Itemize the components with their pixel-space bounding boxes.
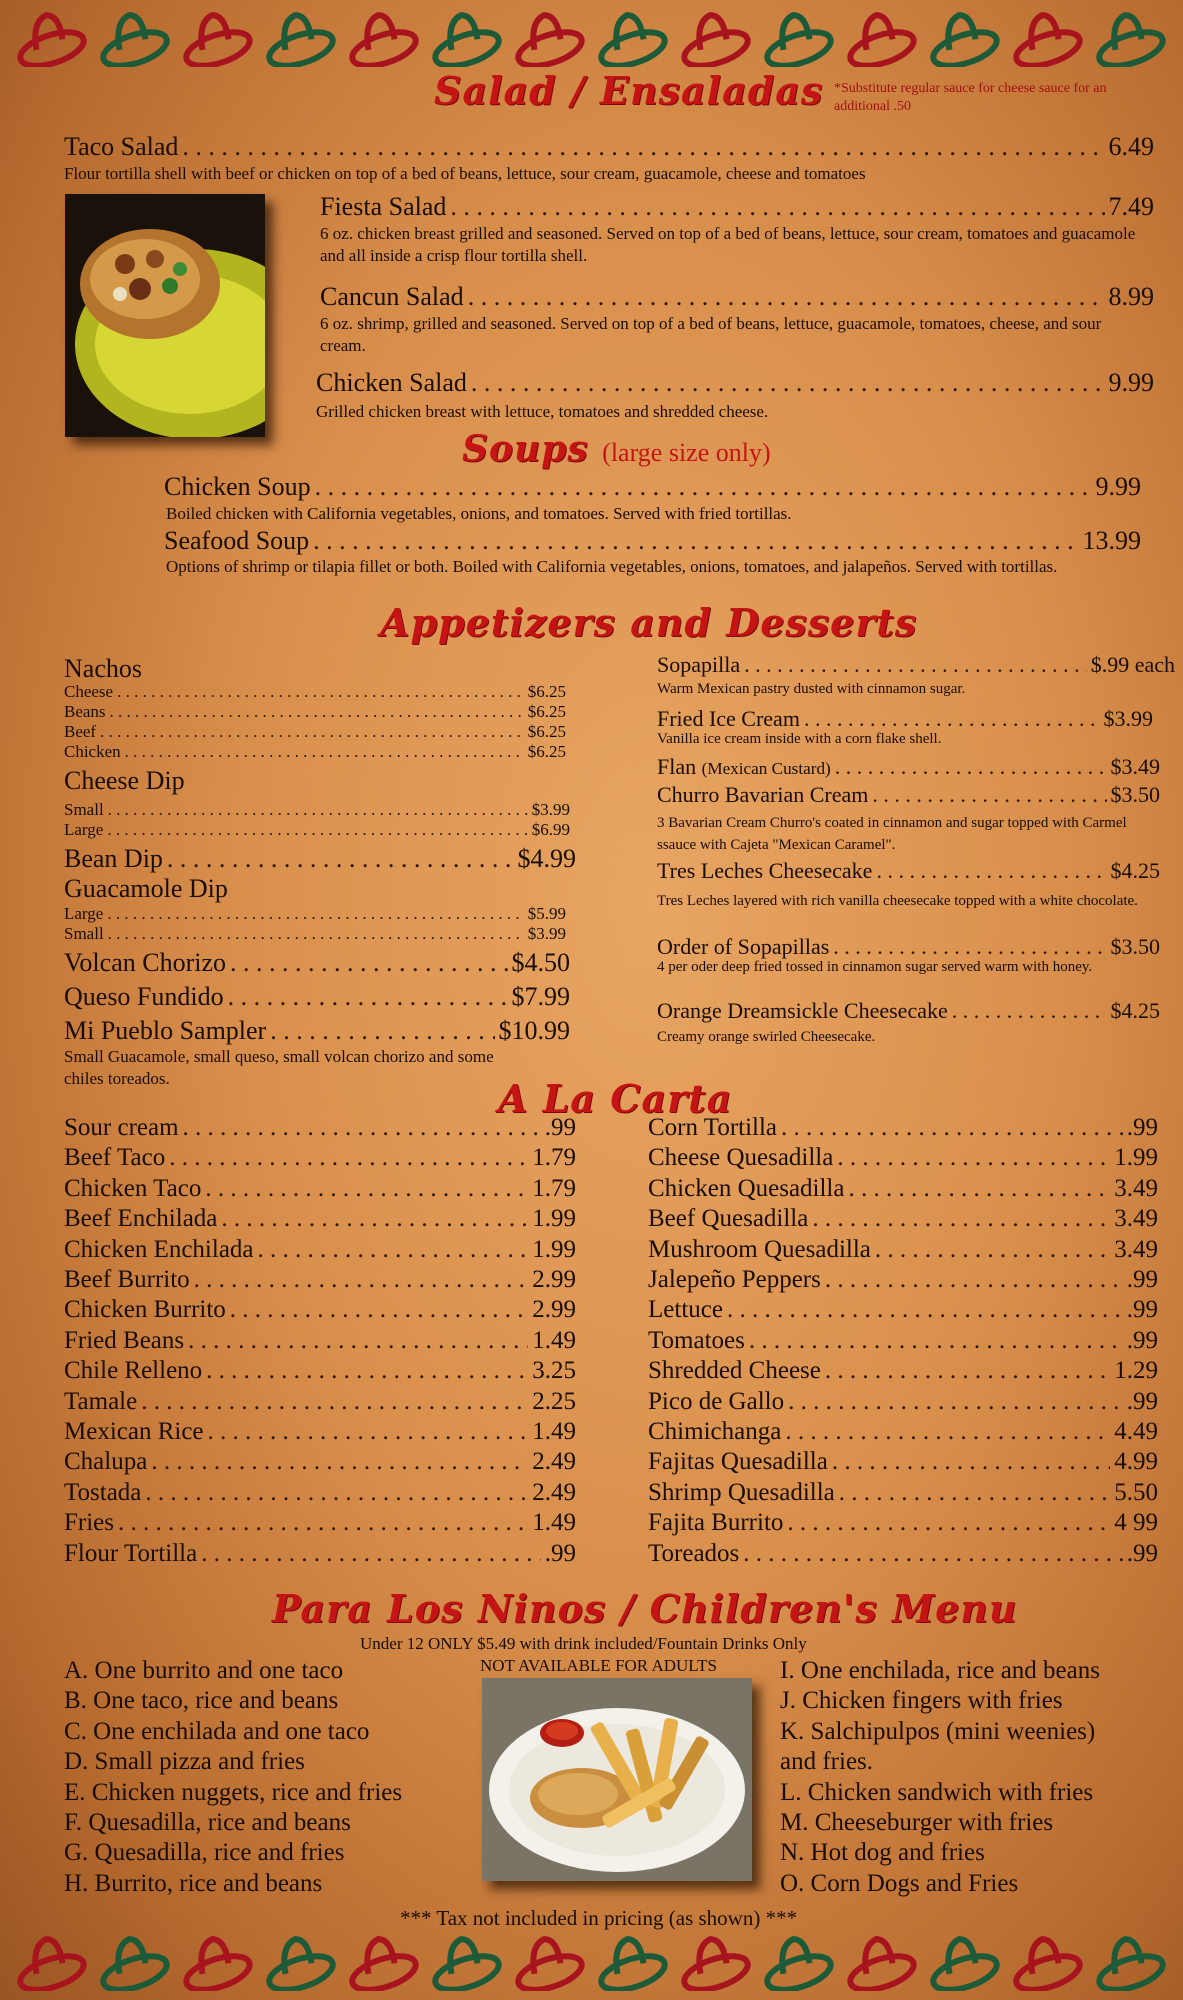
- dessert-orange-dreamsickle: Orange Dreamsickle Cheesecake . . . $4.25: [657, 998, 1160, 1024]
- carta-item: [64, 1114, 576, 1142]
- carta-item-name: Cheese Quesadilla: [648, 1144, 834, 1172]
- sombrero-icon: [598, 5, 668, 72]
- cancun-salad-desc: 6 oz. shrimp, grilled and seasoned. Served on top of a bed of beans, lettuce, guacamole, tomatoes, cheese, and sour cream.: [320, 314, 1102, 355]
- carta-item: [64, 1540, 576, 1568]
- sombrero-icon: [100, 1929, 170, 1996]
- carta-item-price: 4 99: [1114, 1509, 1158, 1537]
- carta-item: [648, 1357, 1158, 1385]
- carta-item-price: 4.49: [1114, 1418, 1158, 1445]
- sombrero-icon: [1013, 1929, 1083, 1996]
- carta-item-name: Beef Taco: [64, 1144, 166, 1172]
- sombrero-icon: [17, 1929, 87, 1996]
- kids-subtitle: Under 12 ONLY $5.49 with drink included/Fountain Drinks Only: [360, 1634, 807, 1653]
- nachos-title: Nachos: [64, 654, 142, 683]
- menu-item-volcan-chorizo: Volcan Chorizo . . . $4.50: [64, 948, 570, 978]
- carta-item: [64, 1296, 576, 1324]
- sombrero-icon: [266, 5, 336, 72]
- carta-item-name: Jalepeño Peppers: [648, 1266, 821, 1293]
- taco-salad-desc: Flour tortilla shell with beef or chicken on top of a bed of beans, lettuce, sour cream, guacamole, cheese and tomatoes: [64, 164, 866, 183]
- kids-menu-item: E. Chicken nuggets, rice and fries: [64, 1778, 403, 1806]
- carta-item-price: 2.99: [532, 1266, 576, 1293]
- kids-heading: Para Los Ninos / Children's Menu: [272, 1586, 1018, 1631]
- sombrero-icon: [1096, 1929, 1166, 1996]
- fried-ice-cream-desc: Vanilla ice cream inside with a corn flake shell.: [657, 731, 942, 747]
- nachos-cheese: Cheese . . . $6.25: [64, 682, 566, 702]
- carta-item-name: Chile Relleno: [64, 1357, 203, 1385]
- kids-menu-item: A. One burrito and one taco: [64, 1657, 344, 1684]
- sombrero-border-top: [0, 0, 1183, 76]
- carta-item: [648, 1266, 1158, 1294]
- carta-item-name: Lettuce: [648, 1296, 723, 1324]
- carta-item: [64, 1236, 576, 1264]
- carta-item: [648, 1540, 1158, 1568]
- carta-item-price: 1.49: [532, 1509, 576, 1537]
- nachos-beef: Beef . . . $6.25: [64, 722, 566, 742]
- carta-item: [64, 1479, 576, 1507]
- sombrero-icon: [681, 5, 751, 72]
- dessert-churro-bavarian: Churro Bavarian Cream . . . $3.50: [657, 782, 1160, 808]
- carta-item-name: Chicken Burrito: [64, 1296, 226, 1324]
- carta-item-name: Shrimp Quesadilla: [648, 1478, 835, 1506]
- nachos-chicken: Chicken . . . $6.25: [64, 742, 566, 762]
- menu-item-sampler: Mi Pueblo Sampler . . . $10.99: [64, 1016, 570, 1046]
- sombrero-icon: [764, 5, 834, 72]
- kids-menu-item: K. Salchipulpos (mini weenies): [780, 1717, 1096, 1745]
- sombrero-icon: [432, 5, 502, 72]
- sombrero-icon: [266, 1929, 336, 1996]
- soups-title: Soups: [462, 428, 589, 470]
- kids-menu-item: G. Quesadilla, rice and fries: [64, 1839, 345, 1867]
- chicken-soup-desc: Boiled chicken with California vegetables, onions, and tomatoes. Served with fried tortillas.: [166, 504, 792, 523]
- carta-item-price: 2.25: [532, 1387, 576, 1415]
- sombrero-icon: [930, 5, 1000, 72]
- cheese-dip-title: Cheese Dip: [64, 766, 185, 795]
- carta-item-name: Mushroom Quesadilla: [648, 1235, 871, 1263]
- carta-item: [648, 1114, 1158, 1142]
- carta-item-name: Sour cream: [64, 1114, 179, 1141]
- tres-leches-desc: Tres Leches layered with rich vanilla cheesecake topped with a white chocolate.: [657, 893, 1138, 909]
- carta-item-price: .99: [1126, 1266, 1158, 1293]
- carta-item-name: Fajita Burrito: [648, 1509, 784, 1537]
- kids-menu-item: I. One enchilada, rice and beans: [780, 1657, 1100, 1684]
- carta-item-price: .99: [1126, 1539, 1158, 1567]
- sombrero-icon: [17, 5, 87, 72]
- carta-item-price: 1.99: [532, 1205, 576, 1233]
- sombrero-icon: [764, 1929, 834, 1996]
- carta-item-price: 4.99: [1114, 1448, 1158, 1476]
- carta-item: [64, 1205, 576, 1233]
- dessert-order-sopapillas: Order of Sopapillas . . . $3.50: [657, 934, 1160, 960]
- kids-menu-item: F. Quesadilla, rice and beans: [64, 1809, 351, 1836]
- carta-item-name: Fajitas Quesadilla: [648, 1448, 828, 1476]
- kids-meal-photo: [482, 1678, 752, 1881]
- carta-item-name: Chimichanga: [648, 1418, 782, 1445]
- menu-item-chicken-salad: Chicken Salad . . . 9.99: [316, 368, 1154, 398]
- carta-item: [64, 1509, 576, 1537]
- carta-item-name: Corn Tortilla: [648, 1114, 778, 1141]
- carta-item-price: 2.49: [532, 1478, 576, 1506]
- kids-menu-item: N. Hot dog and fries: [780, 1839, 985, 1867]
- carta-item-price: .99: [1126, 1114, 1158, 1141]
- orange-dreamsickle-desc: Creamy orange swirled Cheesecake.: [657, 1029, 876, 1045]
- guacamole-dip-title: Guacamole Dip: [64, 874, 228, 903]
- sampler-desc: Small Guacamole, small queso, small volcan chorizo and some chiles toreados.: [64, 1047, 494, 1088]
- taco-salad-photo: [65, 194, 265, 437]
- sombrero-icon: [432, 1929, 502, 1996]
- carta-item-price: .99: [1126, 1296, 1158, 1324]
- kids-not-adults: NOT AVAILABLE FOR ADULTS: [480, 1656, 717, 1675]
- cheese-dip-small: Small . . . $3.99: [64, 800, 570, 820]
- carta-item: [64, 1327, 576, 1355]
- menu-item-bean-dip: Bean Dip . . . $4.99: [64, 844, 576, 874]
- carta-item-name: Fried Beans: [64, 1326, 185, 1354]
- kids-menu-item: M. Cheeseburger with fries: [780, 1809, 1054, 1836]
- menu-item-seafood-soup: Seafood Soup . . . 13.99: [164, 526, 1141, 556]
- carta-item: [64, 1144, 576, 1172]
- appetizers-heading: Appetizers and Desserts: [380, 600, 918, 645]
- kids-menu-item: D. Small pizza and fries: [64, 1748, 305, 1776]
- carta-item-name: Tamale: [64, 1387, 138, 1415]
- carta-item: [64, 1388, 576, 1416]
- fiesta-salad-desc: 6 oz. chicken breast grilled and seasoned. Served on top of a bed of beans, lettuce, sour cream, tomatoes and guacamole and all inside a crisp flour tortilla shell.: [320, 224, 1136, 265]
- carta-item-name: Flour Tortilla: [64, 1539, 198, 1567]
- carta-item-name: Beef Quesadilla: [648, 1205, 809, 1233]
- carta-item-price: 2.99: [532, 1296, 576, 1324]
- carta-item: [648, 1205, 1158, 1233]
- kids-menu-item: L. Chicken sandwich with fries: [780, 1778, 1094, 1806]
- dessert-sopapilla: Sopapilla . . . $.99 each: [657, 652, 1175, 678]
- carta-item-name: Chicken Taco: [64, 1174, 202, 1202]
- carta-item-price: 1.99: [1114, 1144, 1158, 1172]
- carta-item-price: 1.49: [532, 1326, 576, 1354]
- kids-menu-item: H. Burrito, rice and beans: [64, 1869, 323, 1897]
- carta-item-price: 1.99: [532, 1235, 576, 1263]
- sombrero-icon: [1096, 5, 1166, 72]
- carta-item-price: 1.29: [1114, 1357, 1158, 1385]
- carta-item: [648, 1448, 1158, 1476]
- carta-item-name: Chicken Enchilada: [64, 1235, 254, 1263]
- sombrero-icon: [349, 5, 419, 72]
- carta-item: [648, 1296, 1158, 1324]
- carta-item-price: 3.25: [532, 1357, 576, 1385]
- soups-heading: [462, 428, 771, 470]
- sombrero-icon: [183, 1929, 253, 1996]
- carta-item-price: 3.49: [1114, 1174, 1158, 1202]
- sombrero-icon: [183, 5, 253, 72]
- carta-item-price: .99: [1126, 1387, 1158, 1415]
- carta-item-price: 3.49: [1114, 1235, 1158, 1263]
- carta-item: [648, 1388, 1158, 1416]
- menu-item-queso-fundido: Queso Fundido . . . $7.99: [64, 982, 570, 1012]
- dessert-fried-ice-cream: Fried Ice Cream . . . $3.99: [657, 706, 1153, 732]
- carta-item-price: 1.79: [532, 1174, 576, 1202]
- carta-item: [64, 1266, 576, 1294]
- carta-item-price: .99: [544, 1114, 576, 1141]
- carta-item: [648, 1175, 1158, 1203]
- kids-menu-item: and fries.: [780, 1748, 874, 1776]
- menu-item-cancun-salad: Cancun Salad . . . 8.99: [320, 282, 1154, 312]
- carta-item-price: 3.49: [1114, 1205, 1158, 1233]
- flan-name: Flan: [657, 754, 697, 779]
- dessert-tres-leches: Tres Leches Cheesecake . . . $4.25: [657, 858, 1160, 884]
- carta-item-price: .99: [544, 1539, 576, 1567]
- carta-item-name: Chalupa: [64, 1448, 148, 1476]
- carta-item-name: Beef Enchilada: [64, 1205, 218, 1233]
- carta-item: [64, 1357, 576, 1385]
- seafood-soup-desc: Options of shrimp or tilapia fillet or both. Boiled with California vegetables, onions, tomatoes, and jalapeños. Served with tortillas.: [166, 557, 1058, 576]
- carta-item-name: Pico de Gallo: [648, 1387, 785, 1415]
- carta-item: [648, 1327, 1158, 1355]
- carta-item-name: Shredded Cheese: [648, 1357, 821, 1385]
- menu-item-taco-salad: Taco Salad . . . 6.49: [64, 132, 1154, 162]
- carta-item-name: Toreados: [648, 1539, 740, 1567]
- sombrero-icon: [1013, 5, 1083, 72]
- carta-item-name: Tomatoes: [648, 1326, 745, 1354]
- sombrero-icon: [930, 1929, 1000, 1996]
- sombrero-icon: [847, 5, 917, 72]
- guacamole-small: Small . . . $3.99: [64, 924, 566, 944]
- carta-item-price: 1.79: [532, 1144, 576, 1172]
- menu-item-chicken-soup: Chicken Soup . . . 9.99: [164, 472, 1141, 502]
- carta-item: [64, 1418, 576, 1446]
- kids-menu-item: J. Chicken fingers with fries: [780, 1687, 1063, 1715]
- salad-heading: Salad / Ensaladas: [434, 68, 824, 113]
- carta-item-name: Chicken Quesadilla: [648, 1174, 845, 1202]
- nachos-beans: Beans . . . $6.25: [64, 702, 566, 722]
- carta-item: [648, 1144, 1158, 1172]
- carta-item-price: 2.49: [532, 1448, 576, 1476]
- sombrero-icon: [349, 1929, 419, 1996]
- menu-item-fiesta-salad: Fiesta Salad . . . 7.49: [320, 192, 1154, 222]
- kids-menu-item: O. Corn Dogs and Fries: [780, 1869, 1019, 1897]
- carta-item: [648, 1479, 1158, 1507]
- salad-note: *Substitute regular sauce for cheese sauce for an additional .50: [834, 81, 1107, 114]
- tax-footer: *** Tax not included in pricing (as shown) ***: [400, 1906, 798, 1930]
- flan-extra: (Mexican Custard): [701, 759, 831, 778]
- sombrero-icon: [598, 1929, 668, 1996]
- chicken-salad-desc: Grilled chicken breast with lettuce, tomatoes and shredded cheese.: [316, 402, 769, 421]
- carta-heading: A La Carta: [498, 1076, 733, 1121]
- carta-item-price: 1.49: [532, 1418, 576, 1445]
- kids-menu-item: B. One taco, rice and beans: [64, 1687, 339, 1715]
- sombrero-icon: [515, 5, 585, 72]
- carta-item-name: Beef Burrito: [64, 1266, 190, 1293]
- carta-item-name: Mexican Rice: [64, 1418, 204, 1445]
- kids-menu-item: C. One enchilada and one taco: [64, 1717, 370, 1745]
- carta-item: [648, 1236, 1158, 1264]
- sombrero-icon: [100, 5, 170, 72]
- carta-item-name: Fries: [64, 1509, 114, 1537]
- sombrero-icon: [847, 1929, 917, 1996]
- carta-item: [64, 1448, 576, 1476]
- carta-item-price: 5.50: [1114, 1478, 1158, 1506]
- dessert-flan: Flan (Mexican Custard) . . . $3.49: [657, 754, 1160, 780]
- sombrero-border-bottom: [0, 1924, 1183, 2000]
- sopapilla-desc: Warm Mexican pastry dusted with cinnamon sugar.: [657, 681, 966, 697]
- sombrero-icon: [515, 1929, 585, 1996]
- carta-item-name: Tostada: [64, 1478, 142, 1506]
- soups-subtitle: (large size only): [602, 438, 771, 467]
- carta-item: [648, 1418, 1158, 1446]
- carta-item: [648, 1509, 1158, 1537]
- order-sopapillas-desc: 4 per oder deep fried tossed in cinnamon sugar served warm with honey.: [657, 959, 1093, 975]
- cheese-dip-large: Large . . . $6.99: [64, 820, 570, 840]
- churro-bavarian-desc: 3 Bavarian Cream Churro's coated in cinnamon and sugar topped with Carmel ssauce with Cajeta "Mexican Caramel".: [657, 815, 1127, 853]
- carta-item-price: .99: [1126, 1326, 1158, 1354]
- guacamole-large: Large . . . $5.99: [64, 904, 566, 924]
- sombrero-icon: [681, 1929, 751, 1996]
- carta-item: [64, 1175, 576, 1203]
